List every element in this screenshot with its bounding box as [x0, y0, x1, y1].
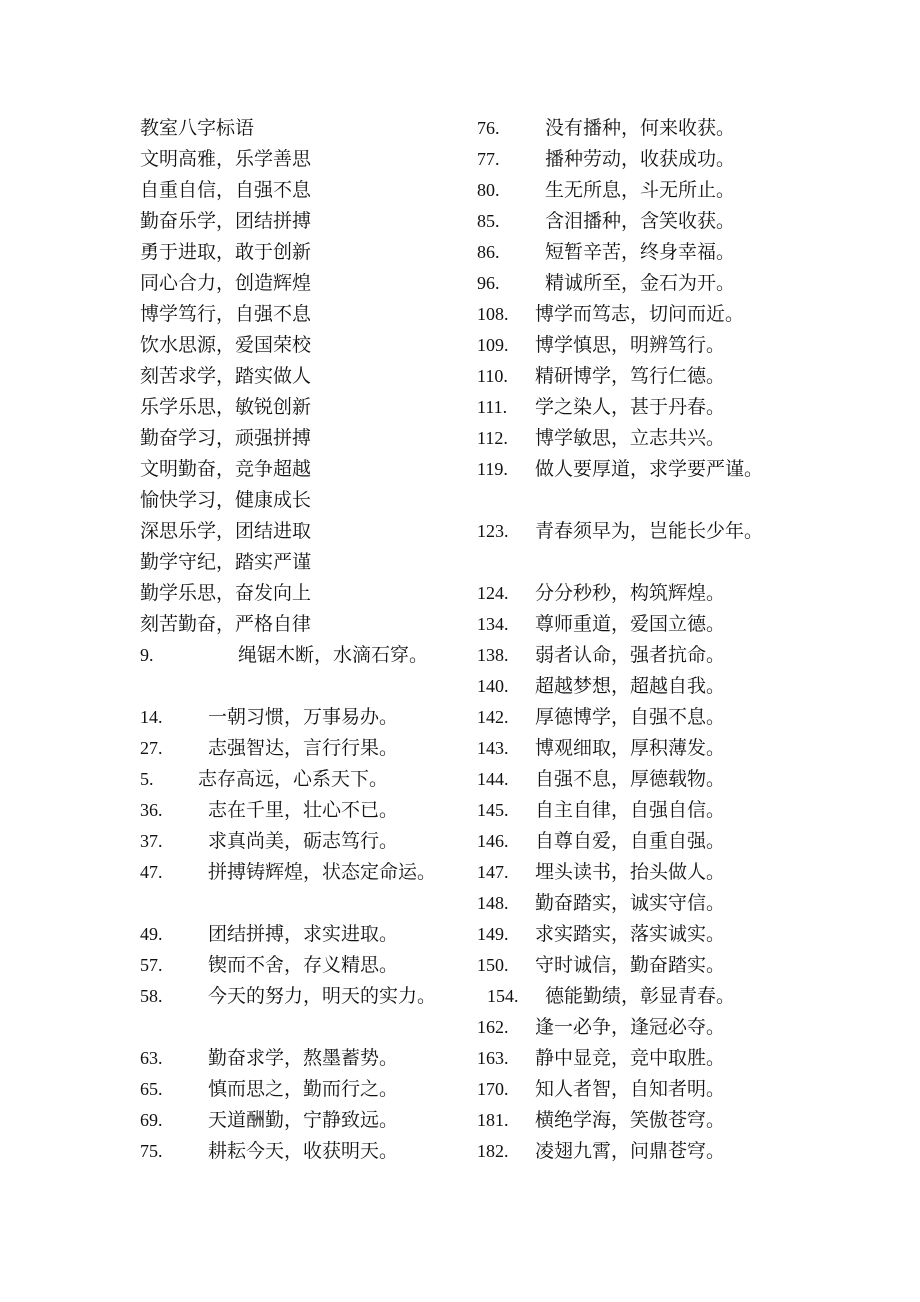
slogan-line: [140, 361, 470, 392]
slogan-text: 博学敏思，立志共兴。: [535, 427, 726, 449]
slogan-line: [140, 1012, 470, 1043]
slogan-line: [477, 113, 897, 144]
slogan-line: [140, 950, 470, 981]
item-number: 170.: [477, 1079, 509, 1099]
slogan-line: [477, 547, 897, 578]
slogan-text: 一朝习惯，万事易办。: [208, 706, 399, 728]
slogan-text: 博学慎思，明辨笃行。: [535, 334, 726, 356]
slogan-text: 志强智达，言行行果。: [208, 737, 399, 759]
slogan-text: 学之染人，甚于丹春。: [535, 396, 726, 418]
slogan-text: 自重自信，自强不息: [140, 179, 312, 201]
slogan-text: 自主自律，自强自信。: [535, 799, 726, 821]
slogan-line: [477, 1105, 897, 1136]
item-number: 76.: [477, 118, 500, 138]
slogan-text: 守时诚信，勤奋踏实。: [535, 954, 726, 976]
slogan-line: [140, 268, 470, 299]
slogan-line: [140, 206, 470, 237]
slogan-line: [140, 144, 470, 175]
slogan-text: 志存高远，心系天下。: [198, 768, 389, 790]
slogan-text: 厚德博学，自强不息。: [535, 706, 726, 728]
item-number: 147.: [477, 862, 509, 882]
slogan-line: [477, 268, 897, 299]
slogan-line: [477, 702, 897, 733]
slogan-line: [477, 671, 897, 702]
item-number: 36.: [140, 800, 163, 820]
slogan-text: 静中显竞，竞中取胜。: [535, 1047, 726, 1069]
slogan-line: [477, 578, 897, 609]
item-number: 96.: [477, 273, 500, 293]
slogan-line: [477, 299, 897, 330]
slogan-line: [140, 702, 470, 733]
slogan-line: [477, 1012, 897, 1043]
item-number: 69.: [140, 1110, 163, 1130]
item-number: 77.: [477, 149, 500, 169]
slogan-line: [140, 671, 470, 702]
item-number: 163.: [477, 1048, 509, 1068]
slogan-text: 乐学乐思，敏锐创新: [140, 396, 312, 418]
slogan-line: [477, 640, 897, 671]
left-column: [140, 113, 470, 1167]
slogan-text: 文明高雅，乐学善思: [140, 148, 312, 170]
slogan-text: 播种劳动，收获成功。: [545, 148, 736, 170]
item-number: 146.: [477, 831, 509, 851]
slogan-text: 刻苦勤奋，严格自律: [140, 613, 312, 635]
item-number: 27.: [140, 738, 163, 758]
slogan-line: [477, 1043, 897, 1074]
slogan-text: 横绝学海，笑傲苍穹。: [535, 1109, 726, 1131]
slogan-line: [477, 361, 897, 392]
item-number: 9.: [140, 645, 154, 665]
right-column: [477, 113, 897, 1167]
slogan-line: [140, 392, 470, 423]
slogan-line: [477, 981, 897, 1012]
slogan-line: [477, 144, 897, 175]
item-number: 47.: [140, 862, 163, 882]
item-number: 143.: [477, 738, 509, 758]
item-number: 111.: [477, 397, 508, 417]
slogan-text: 慎而思之，勤而行之。: [208, 1078, 399, 1100]
slogan-line: [140, 113, 470, 144]
item-number: 140.: [477, 676, 509, 696]
slogan-line: [140, 1105, 470, 1136]
slogan-text: 博学而笃志，切问而近。: [535, 303, 745, 325]
slogan-text: 勤奋求学，熬墨蓄势。: [208, 1047, 399, 1069]
slogan-text: 青春须早为，岂能长少年。: [535, 520, 764, 542]
slogan-text: 耕耘今天，收获明天。: [208, 1140, 399, 1162]
slogan-line: [140, 1136, 470, 1167]
item-number: 124.: [477, 583, 509, 603]
item-number: 110.: [477, 366, 508, 386]
slogan-line: [140, 764, 470, 795]
slogan-line: [140, 1074, 470, 1105]
slogan-text: 团结拼搏，求实进取。: [208, 923, 399, 945]
slogan-line: [477, 888, 897, 919]
item-number: 85.: [477, 211, 500, 231]
slogan-line: [140, 981, 470, 1012]
slogan-text: 求实踏实，落实诚实。: [535, 923, 726, 945]
slogan-text: 勤奋乐学，团结拼搏: [140, 210, 312, 232]
item-number: 108.: [477, 304, 509, 324]
slogan-text: 德能勤绩，彰显青春。: [545, 985, 736, 1007]
slogan-line: [140, 857, 470, 888]
slogan-text: 绳锯木断，水滴石穿。: [238, 644, 429, 666]
slogan-text: 文明勤奋，竞争超越: [140, 458, 312, 480]
slogan-text: 刻苦求学，踏实做人: [140, 365, 312, 387]
item-number: 150.: [477, 955, 509, 975]
item-number: 149.: [477, 924, 509, 944]
slogan-text: 勤奋学习，顽强拼搏: [140, 427, 312, 449]
slogan-text: 没有播种，何来收获。: [545, 117, 736, 139]
slogan-text: 自尊自爱，自重自强。: [535, 830, 726, 852]
slogan-line: [140, 888, 470, 919]
slogan-line: [477, 1136, 897, 1167]
item-number: 148.: [477, 893, 509, 913]
slogan-line: [140, 826, 470, 857]
slogan-line: [140, 547, 470, 578]
slogan-text: 同心合力，创造辉煌: [140, 272, 312, 294]
slogan-text: 尊师重道，爱国立德。: [535, 613, 726, 635]
slogan-line: [477, 609, 897, 640]
slogan-line: [477, 330, 897, 361]
slogan-text: 勇于进取，敢于创新: [140, 241, 312, 263]
item-number: 58.: [140, 986, 163, 1006]
slogan-line: [477, 237, 897, 268]
slogan-line: [477, 516, 897, 547]
slogan-text: 深思乐学，团结进取: [140, 520, 312, 542]
slogan-line: [477, 919, 897, 950]
slogan-text: 含泪播种，含笑收获。: [545, 210, 736, 232]
item-number: 182.: [477, 1141, 509, 1161]
slogan-line: [477, 392, 897, 423]
item-number: 65.: [140, 1079, 163, 1099]
slogan-line: [477, 857, 897, 888]
item-number: 49.: [140, 924, 163, 944]
item-number: 162.: [477, 1017, 509, 1037]
slogan-text: 天道酬勤，宁静致远。: [208, 1109, 399, 1131]
slogan-line: [140, 795, 470, 826]
slogan-line: [140, 485, 470, 516]
item-number: 37.: [140, 831, 163, 851]
item-number: 119.: [477, 459, 508, 479]
slogan-line: [140, 299, 470, 330]
slogan-text: 精研博学，笃行仁德。: [535, 365, 726, 387]
item-number: 5.: [140, 769, 154, 789]
item-number: 138.: [477, 645, 509, 665]
slogan-line: [477, 795, 897, 826]
slogan-line: [477, 454, 897, 485]
item-number: 14.: [140, 707, 163, 727]
slogan-text: 自强不息，厚德载物。: [535, 768, 726, 790]
slogan-line: [140, 423, 470, 454]
slogan-line: [477, 1074, 897, 1105]
item-number: 145.: [477, 800, 509, 820]
slogan-text: 博观细取，厚积薄发。: [535, 737, 726, 759]
slogan-line: [140, 733, 470, 764]
slogan-text: 短暂辛苦，终身幸福。: [545, 241, 736, 263]
slogan-text: 博学笃行，自强不息: [140, 303, 312, 325]
slogan-line: [140, 175, 470, 206]
slogan-text: 分分秒秒，构筑辉煌。: [535, 582, 726, 604]
slogan-text: 愉快学习，健康成长: [140, 489, 312, 511]
slogan-text: 求真尚美，砺志笃行。: [208, 830, 399, 852]
slogan-line: [477, 175, 897, 206]
slogan-line: [140, 516, 470, 547]
slogan-line: [477, 423, 897, 454]
slogan-text: 今天的努力，明天的实力。: [208, 985, 437, 1007]
slogan-text: 饮水思源，爱国荣校: [140, 334, 312, 356]
slogan-text: 做人要厚道，求学要严谨。: [535, 458, 764, 480]
slogan-text: 勤学乐思，奋发向上: [140, 582, 312, 604]
item-number: 86.: [477, 242, 500, 262]
slogan-text: 知人者智，自知者明。: [535, 1078, 726, 1100]
slogan-text: 超越梦想，超越自我。: [535, 675, 726, 697]
item-number: 109.: [477, 335, 509, 355]
slogan-text: 埋头读书，抬头做人。: [535, 861, 726, 883]
slogan-text: 锲而不舍，存义精思。: [208, 954, 399, 976]
slogan-text: 志在千里，壮心不已。: [208, 799, 399, 821]
slogan-line: [477, 764, 897, 795]
slogan-line: [140, 919, 470, 950]
item-number: 181.: [477, 1110, 509, 1130]
item-number: 63.: [140, 1048, 163, 1068]
slogan-text: 拼搏铸辉煌，状态定命运。: [208, 861, 437, 883]
item-number: 80.: [477, 180, 500, 200]
slogan-line: [477, 950, 897, 981]
slogan-line: [477, 733, 897, 764]
slogan-line: [477, 826, 897, 857]
slogan-line: [140, 640, 470, 671]
item-number: 57.: [140, 955, 163, 975]
slogan-line: [140, 454, 470, 485]
slogan-text: 精诚所至，金石为开。: [545, 272, 736, 294]
item-number: 142.: [477, 707, 509, 727]
slogan-line: [140, 330, 470, 361]
slogan-text: 教室八字标语: [140, 117, 255, 139]
item-number: 154.: [487, 986, 519, 1006]
slogan-text: 弱者认命，强者抗命。: [535, 644, 726, 666]
slogan-line: [140, 578, 470, 609]
item-number: 112.: [477, 428, 508, 448]
slogan-text: 逢一必争，逢冠必夺。: [535, 1016, 726, 1038]
slogan-text: 生无所息，斗无所止。: [545, 179, 736, 201]
slogan-line: [140, 609, 470, 640]
slogan-line: [140, 1043, 470, 1074]
slogan-text: 勤奋踏实，诚实守信。: [535, 892, 726, 914]
slogan-line: [477, 206, 897, 237]
item-number: 144.: [477, 769, 509, 789]
slogan-line: [477, 485, 897, 516]
slogan-text: 凌翅九霄，问鼎苍穹。: [535, 1140, 726, 1162]
item-number: 134.: [477, 614, 509, 634]
slogan-text: 勤学守纪，踏实严谨: [140, 551, 312, 573]
slogan-line: [140, 237, 470, 268]
item-number: 123.: [477, 521, 509, 541]
item-number: 75.: [140, 1141, 163, 1161]
